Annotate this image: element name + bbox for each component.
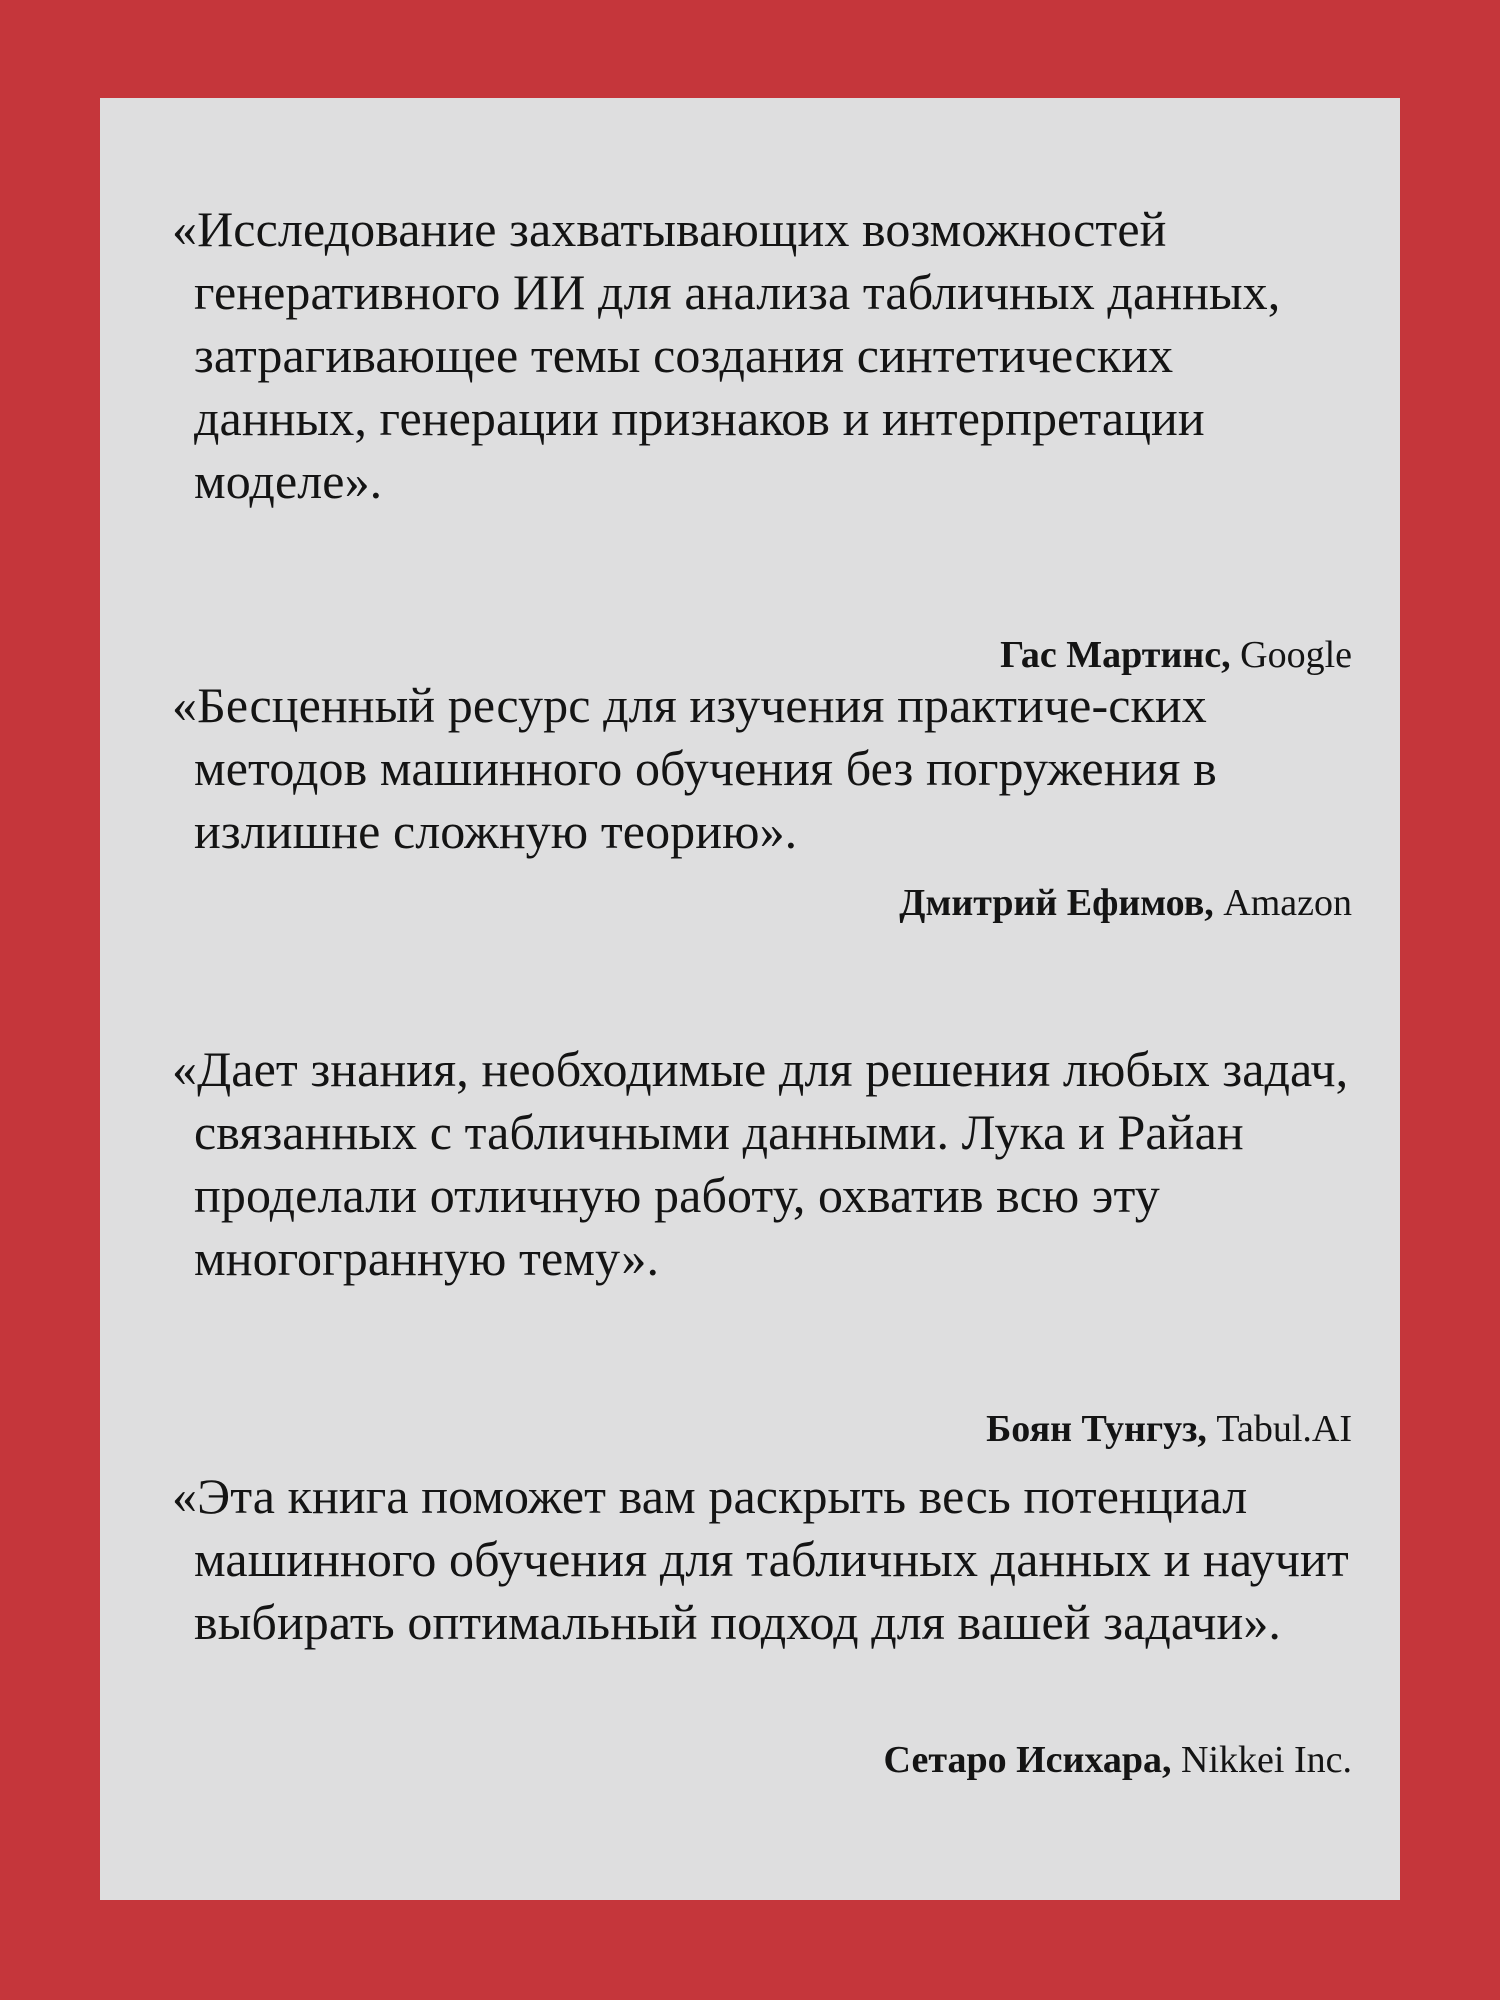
quote-text: «Исследование захватывающих возможностей генеративного ИИ для анализа табличных данных, затрагивающее темы создания синтетических данных, генерации признаков и интерпретации моделе». [172,201,1281,509]
attribution [986,1406,1352,1452]
quote-text: «Эта книга поможет вам раскрыть весь потенциал машинного обучения для табличных данных и научит выбирать оптимальный подход для вашей задачи». [172,1468,1349,1650]
quote-text: «Бесценный ресурс для изучения практиче-ских методов машинного обучения без погружения в излишне сложную теорию». [172,677,1217,859]
testimonial-3 [172,1038,1352,1450]
company-name: Tabul.AI [1216,1408,1352,1450]
author-name: Гас Мартинс, [1000,634,1231,676]
testimonial-1 [172,198,1352,676]
testimonial-4 [172,1465,1352,1781]
quote-text: «Дает знания, необходимые для решения любых задач, связанных с табличными данными. Лука и Райан проделали отличную работу, охватив всю эту многогранную тему». [172,1041,1349,1286]
testimonial-2 [172,674,1352,924]
author-name: Сетаро Исихара, [883,1739,1172,1781]
attribution [899,880,1352,926]
company-name: Google [1240,634,1352,676]
attribution [884,1737,1352,1783]
author-name: Дмитрий Ефимов, [899,882,1214,924]
company-name: Nikkei Inc. [1181,1739,1352,1781]
testimonials-panel [100,98,1400,1900]
author-name: Боян Тунгуз, [986,1408,1207,1450]
company-name: Amazon [1223,882,1352,924]
attribution [1000,632,1352,678]
